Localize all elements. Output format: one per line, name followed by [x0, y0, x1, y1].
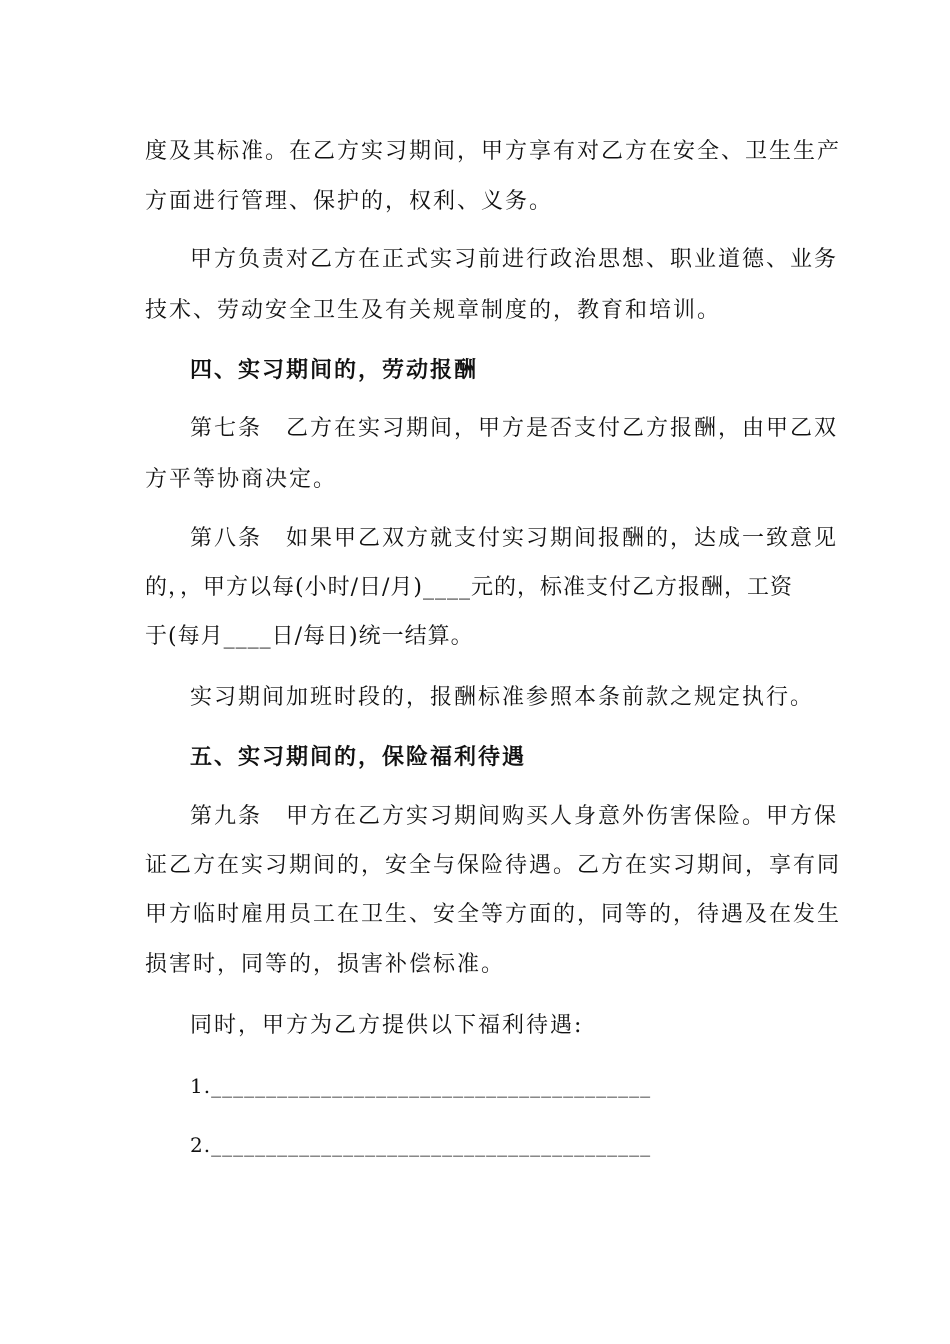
paragraph-line: 损害时，同等的，损害补偿标准。 — [145, 952, 506, 977]
paragraph-line: 第八条 如果甲乙双方就支付实习期间报酬的，达成一致意见 — [190, 526, 839, 551]
paragraph-line: 实习期间加班时段的，报酬标准参照本条前款之规定执行。 — [190, 685, 815, 710]
paragraph-line: 度及其标准。在乙方实习期间，甲方享有对乙方在安全、卫生生产 — [145, 139, 842, 164]
section-heading: 五、实习期间的，保险福利待遇 — [190, 744, 527, 770]
list-item: 1.________________________________________ — [190, 1074, 652, 1098]
paragraph-line: 甲方负责对乙方在正式实习前进行政治思想、职业道德、业务 — [190, 247, 839, 272]
paragraph-line: 的，，甲方以每(小时/日/月)____元的，标准支付乙方报酬，工资 — [145, 575, 793, 600]
list-item: 2.________________________________________ — [190, 1133, 652, 1157]
paragraph-line: 技术、劳动安全卫生及有关规章制度的，教育和培训。 — [145, 298, 722, 323]
paragraph-line: 甲方临时雇用员工在卫生、安全等方面的，同等的，待遇及在发生 — [145, 902, 842, 927]
paragraph-line: 第九条 甲方在乙方实习期间购买人身意外伤害保险。甲方保 — [190, 804, 839, 829]
paragraph-line: 证乙方在实习期间的，安全与保险待遇。乙方在实习期间，享有同 — [145, 853, 842, 878]
paragraph-line: 同时，甲方为乙方提供以下福利待遇: — [190, 1013, 584, 1038]
paragraph-line: 于(每月____日/每日)统一结算。 — [145, 624, 474, 649]
section-heading: 四、实习期间的，劳动报酬 — [190, 357, 479, 383]
paragraph-line: 方面进行管理、保护的，权利、义务。 — [145, 189, 554, 214]
paragraph-line: 第七条 乙方在实习期间，甲方是否支付乙方报酬，由甲乙双 — [190, 416, 839, 441]
paragraph-line: 方平等协商决定。 — [145, 467, 338, 492]
